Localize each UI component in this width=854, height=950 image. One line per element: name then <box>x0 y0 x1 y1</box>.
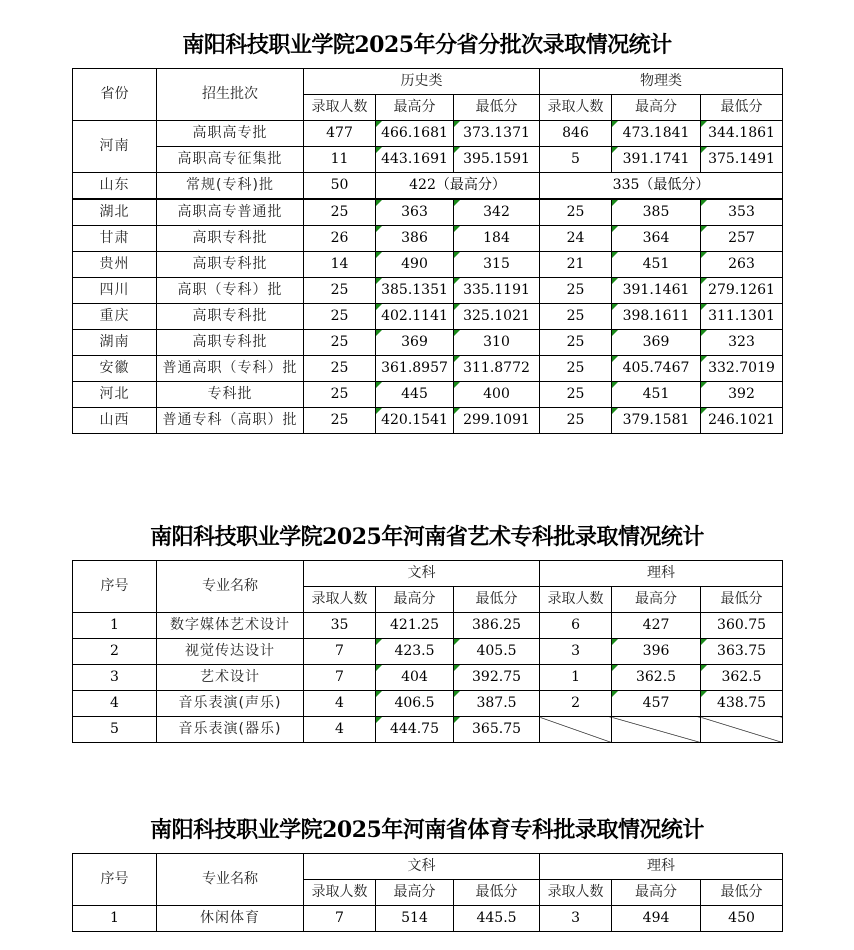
header-arts: 文科 <box>304 854 540 880</box>
header-science-max: 最高分 <box>612 880 701 906</box>
history-min-cell: 342 <box>454 200 540 226</box>
history-min-cell: 325.1021 <box>454 304 540 330</box>
physics-max-cell: 385 <box>612 200 701 226</box>
merged-max-cell: 422（最高分） <box>376 173 540 199</box>
physics-max-cell: 405.7467 <box>612 356 701 382</box>
table-row <box>73 121 783 147</box>
header-province: 省份 <box>73 69 157 121</box>
science-min-cell: 360.75 <box>701 613 783 639</box>
province-cell: 湖北 <box>73 200 157 226</box>
history-count-cell: 25 <box>304 356 376 382</box>
history-max-cell: 402.1141 <box>376 304 454 330</box>
history-count-cell: 26 <box>304 226 376 252</box>
table-row <box>73 613 783 639</box>
physics-min-cell: 375.1491 <box>701 147 783 173</box>
batch-cell: 专科批 <box>157 382 304 408</box>
header-science-min: 最低分 <box>701 587 783 613</box>
empty-diagonal-cell <box>701 717 783 743</box>
major-cell: 音乐表演(声乐) <box>157 691 304 717</box>
science-max-cell: 457 <box>612 691 701 717</box>
arts-min-cell: 386.25 <box>454 613 540 639</box>
header-physics-count: 录取人数 <box>540 95 612 121</box>
physics-count-cell: 21 <box>540 252 612 278</box>
physics-min-cell: 246.1021 <box>701 408 783 434</box>
science-max-cell: 362.5 <box>612 665 701 691</box>
batch-cell: 高职高专批 <box>157 121 304 147</box>
province-cell: 贵州 <box>73 252 157 278</box>
batch-cell: 高职（专科）批 <box>157 278 304 304</box>
major-cell: 艺术设计 <box>157 665 304 691</box>
major-cell: 数字媒体艺术设计 <box>157 613 304 639</box>
arts-min-cell: 445.5 <box>454 906 540 932</box>
history-max-cell: 363 <box>376 200 454 226</box>
science-max-cell: 396 <box>612 639 701 665</box>
physics-count-cell: 24 <box>540 226 612 252</box>
header-batch: 招生批次 <box>157 69 304 121</box>
arts-min-cell: 405.5 <box>454 639 540 665</box>
physics-min-cell: 344.1861 <box>701 121 783 147</box>
table-row <box>73 408 783 434</box>
history-max-cell: 361.8957 <box>376 356 454 382</box>
history-min-cell: 335.1191 <box>454 278 540 304</box>
province-cell: 重庆 <box>73 304 157 330</box>
header-no: 序号 <box>73 561 157 613</box>
header-physics-min: 最低分 <box>701 95 783 121</box>
physics-min-cell: 257 <box>701 226 783 252</box>
history-count-cell: 50 <box>304 173 376 199</box>
physics-count-cell: 846 <box>540 121 612 147</box>
history-max-cell: 386 <box>376 226 454 252</box>
table-row <box>73 147 783 173</box>
sports-admission-table <box>72 853 783 932</box>
history-count-cell: 25 <box>304 382 376 408</box>
header-science-min: 最低分 <box>701 880 783 906</box>
history-count-cell: 11 <box>304 147 376 173</box>
history-min-cell: 311.8772 <box>454 356 540 382</box>
province-cell: 山西 <box>73 408 157 434</box>
physics-count-cell: 25 <box>540 304 612 330</box>
batch-cell: 常规(专科)批 <box>157 173 304 199</box>
history-count-cell: 14 <box>304 252 376 278</box>
arts-max-cell: 444.75 <box>376 717 454 743</box>
province-cell: 四川 <box>73 278 157 304</box>
header-history-count: 录取人数 <box>304 95 376 121</box>
physics-min-cell: 279.1261 <box>701 278 783 304</box>
batch-cell: 高职专科批 <box>157 252 304 278</box>
no-cell: 1 <box>73 906 157 932</box>
header-arts-min: 最低分 <box>454 880 540 906</box>
history-count-cell: 477 <box>304 121 376 147</box>
table-row <box>73 356 783 382</box>
table-row <box>73 173 783 199</box>
history-count-cell: 25 <box>304 408 376 434</box>
table-row <box>73 382 783 408</box>
history-min-cell: 310 <box>454 330 540 356</box>
batch-cell: 普通专科（高职）批 <box>157 408 304 434</box>
header-history-max: 最高分 <box>376 95 454 121</box>
history-count-cell: 25 <box>304 304 376 330</box>
physics-min-cell: 332.7019 <box>701 356 783 382</box>
header-arts-max: 最高分 <box>376 880 454 906</box>
arts-count-cell: 35 <box>304 613 376 639</box>
merged-min-cell: 335（最低分） <box>540 173 783 199</box>
arts-max-cell: 404 <box>376 665 454 691</box>
physics-max-cell: 391.1461 <box>612 278 701 304</box>
physics-count-cell: 25 <box>540 382 612 408</box>
physics-count-cell: 25 <box>540 356 612 382</box>
table-row <box>73 252 783 278</box>
physics-min-cell: 323 <box>701 330 783 356</box>
header-arts-min: 最低分 <box>454 587 540 613</box>
empty-diagonal-cell <box>612 717 701 743</box>
physics-count-cell: 25 <box>540 330 612 356</box>
province-cell: 湖南 <box>73 330 157 356</box>
major-cell: 音乐表演(器乐) <box>157 717 304 743</box>
table2-title: 南阳科技职业学院2025年河南省艺术专科批录取情况统计 <box>150 524 704 550</box>
arts-max-cell: 406.5 <box>376 691 454 717</box>
table-row <box>73 278 783 304</box>
arts-count-cell: 7 <box>304 906 376 932</box>
science-count-cell: 6 <box>540 613 612 639</box>
table-row <box>73 691 783 717</box>
art-admission-table <box>72 560 783 743</box>
no-cell: 5 <box>73 717 157 743</box>
science-count-cell: 1 <box>540 665 612 691</box>
province-cell: 山东 <box>73 173 157 199</box>
history-max-cell: 445 <box>376 382 454 408</box>
province-cell: 安徽 <box>73 356 157 382</box>
physics-max-cell: 379.1581 <box>612 408 701 434</box>
science-min-cell: 438.75 <box>701 691 783 717</box>
arts-max-cell: 514 <box>376 906 454 932</box>
header-science-count: 录取人数 <box>540 587 612 613</box>
arts-count-cell: 4 <box>304 717 376 743</box>
table-row <box>73 906 783 932</box>
table-row <box>73 200 783 226</box>
history-count-cell: 25 <box>304 330 376 356</box>
physics-count-cell: 25 <box>540 200 612 226</box>
science-count-cell: 2 <box>540 691 612 717</box>
header-arts-count: 录取人数 <box>304 880 376 906</box>
physics-count-cell: 25 <box>540 278 612 304</box>
physics-min-cell: 353 <box>701 200 783 226</box>
batch-cell: 高职专科批 <box>157 330 304 356</box>
history-max-cell: 443.1691 <box>376 147 454 173</box>
physics-min-cell: 263 <box>701 252 783 278</box>
no-cell: 3 <box>73 665 157 691</box>
header-science: 理科 <box>540 561 783 587</box>
history-min-cell: 299.1091 <box>454 408 540 434</box>
table-row <box>73 717 783 743</box>
arts-count-cell: 4 <box>304 691 376 717</box>
arts-min-cell: 387.5 <box>454 691 540 717</box>
header-science-count: 录取人数 <box>540 880 612 906</box>
science-count-cell: 3 <box>540 906 612 932</box>
physics-max-cell: 398.1611 <box>612 304 701 330</box>
table3-title: 南阳科技职业学院2025年河南省体育专科批录取情况统计 <box>150 817 704 843</box>
batch-cell: 高职高专征集批 <box>157 147 304 173</box>
header-major: 专业名称 <box>157 854 304 906</box>
history-min-cell: 373.1371 <box>454 121 540 147</box>
header-arts: 文科 <box>304 561 540 587</box>
history-max-cell: 420.1541 <box>376 408 454 434</box>
arts-max-cell: 423.5 <box>376 639 454 665</box>
header-arts-count: 录取人数 <box>304 587 376 613</box>
batch-cell: 高职专科批 <box>157 226 304 252</box>
table-row <box>73 226 783 252</box>
history-max-cell: 369 <box>376 330 454 356</box>
history-max-cell: 490 <box>376 252 454 278</box>
header-physics-max: 最高分 <box>612 95 701 121</box>
physics-max-cell: 391.1741 <box>612 147 701 173</box>
physics-min-cell: 392 <box>701 382 783 408</box>
arts-count-cell: 7 <box>304 665 376 691</box>
province-cell: 河北 <box>73 382 157 408</box>
header-science-max: 最高分 <box>612 587 701 613</box>
province-cell: 河南 <box>73 121 157 173</box>
no-cell: 1 <box>73 613 157 639</box>
arts-min-cell: 365.75 <box>454 717 540 743</box>
table-row <box>73 639 783 665</box>
physics-count-cell: 25 <box>540 408 612 434</box>
science-max-cell: 427 <box>612 613 701 639</box>
batch-cell: 普通高职（专科）批 <box>157 356 304 382</box>
header-science: 理科 <box>540 854 783 880</box>
physics-max-cell: 451 <box>612 382 701 408</box>
no-cell: 4 <box>73 691 157 717</box>
header-physics: 物理类 <box>540 69 783 95</box>
province-admission-table-body <box>72 199 783 434</box>
header-major: 专业名称 <box>157 561 304 613</box>
history-min-cell: 400 <box>454 382 540 408</box>
history-max-cell: 466.1681 <box>376 121 454 147</box>
history-min-cell: 395.1591 <box>454 147 540 173</box>
major-cell: 休闲体育 <box>157 906 304 932</box>
province-admission-table <box>72 68 783 199</box>
table-row <box>73 304 783 330</box>
physics-max-cell: 364 <box>612 226 701 252</box>
header-history-min: 最低分 <box>454 95 540 121</box>
science-min-cell: 450 <box>701 906 783 932</box>
history-min-cell: 315 <box>454 252 540 278</box>
empty-diagonal-cell <box>540 717 612 743</box>
science-min-cell: 362.5 <box>701 665 783 691</box>
physics-min-cell: 311.1301 <box>701 304 783 330</box>
major-cell: 视觉传达设计 <box>157 639 304 665</box>
table-row <box>73 665 783 691</box>
science-max-cell: 494 <box>612 906 701 932</box>
header-history: 历史类 <box>304 69 540 95</box>
header-no: 序号 <box>73 854 157 906</box>
province-cell: 甘肃 <box>73 226 157 252</box>
history-count-cell: 25 <box>304 278 376 304</box>
table1-title: 南阳科技职业学院2025年分省分批次录取情况统计 <box>182 32 672 58</box>
batch-cell: 高职专科批 <box>157 304 304 330</box>
batch-cell: 高职高专普通批 <box>157 200 304 226</box>
history-max-cell: 385.1351 <box>376 278 454 304</box>
science-count-cell: 3 <box>540 639 612 665</box>
no-cell: 2 <box>73 639 157 665</box>
science-min-cell: 363.75 <box>701 639 783 665</box>
arts-count-cell: 7 <box>304 639 376 665</box>
physics-max-cell: 451 <box>612 252 701 278</box>
arts-max-cell: 421.25 <box>376 613 454 639</box>
header-arts-max: 最高分 <box>376 587 454 613</box>
history-min-cell: 184 <box>454 226 540 252</box>
arts-min-cell: 392.75 <box>454 665 540 691</box>
table-row <box>73 330 783 356</box>
history-count-cell: 25 <box>304 200 376 226</box>
physics-max-cell: 369 <box>612 330 701 356</box>
physics-count-cell: 5 <box>540 147 612 173</box>
physics-max-cell: 473.1841 <box>612 121 701 147</box>
